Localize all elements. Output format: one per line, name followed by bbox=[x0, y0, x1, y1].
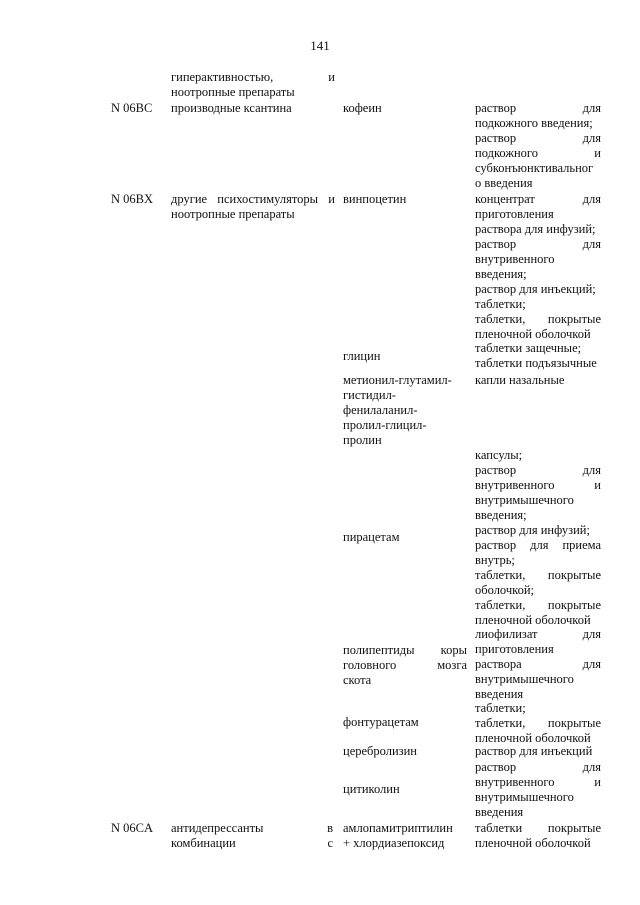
dosage-forms: раствор для подкожного введения; раствор для подкожного и субконъюнктивальног о введения bbox=[475, 101, 601, 190]
atc-code: N 06BC bbox=[111, 101, 153, 115]
drug-name: глицин bbox=[343, 349, 381, 363]
dosage-forms: таблетки защечные; таблетки подъязычные bbox=[475, 341, 597, 370]
atc-code: N 06BX bbox=[111, 192, 154, 206]
page-number: 141 bbox=[310, 38, 330, 53]
drug-name: цитиколин bbox=[343, 782, 400, 796]
drug-name: кофеин bbox=[343, 101, 382, 115]
drug-name: церебролизин bbox=[343, 744, 417, 758]
group-name: антидепрессанты в комбинации с bbox=[171, 821, 333, 850]
group-continuation: гиперактивностью, и ноотропные препараты bbox=[171, 70, 335, 99]
atc-code: N 06CA bbox=[111, 821, 154, 835]
drug-name: амлопамитриптилин + хлордиазепоксид bbox=[343, 821, 453, 850]
dosage-forms: капсулы; раствор для внутривенного и внутримышечного введения; раствор для инфузий; раствор для приема внутрь; таблетки, покрытые оболочкой; таблетки, покрытые пленочной оболочкой bbox=[475, 448, 601, 627]
drug-name: метионил-глутамил- гистидил- фенилаланил- пролил-глицил- пролин bbox=[343, 373, 452, 447]
group-name: другие психостимуляторы и ноотропные препараты bbox=[171, 192, 335, 221]
dosage-forms: таблетки; таблетки, покрытые пленочной оболочкой bbox=[475, 701, 601, 745]
dosage-forms: капли назальные bbox=[475, 373, 565, 387]
group-name: производные ксантина bbox=[171, 101, 292, 115]
drug-name: пирацетам bbox=[343, 530, 400, 544]
dosage-forms: раствор для внутривенного и внутримышечного введения bbox=[475, 760, 601, 819]
drug-name: винпоцетин bbox=[343, 192, 407, 206]
dosage-forms: концентрат для приготовления раствора для инфузий; раствор для внутривенного введения; раствор для инъекций; таблетки; таблетки, покрытые пленочной оболочкой bbox=[475, 192, 601, 341]
dosage-forms: таблетки покрытые пленочной оболочкой bbox=[475, 821, 601, 850]
dosage-forms: раствор для инъекций bbox=[475, 744, 593, 758]
drug-name: фонтурацетам bbox=[343, 715, 419, 729]
dosage-forms: лиофилизат для приготовления раствора для внутримышечного введения bbox=[475, 627, 601, 701]
drug-name: полипептиды коры головного мозга скота bbox=[343, 643, 467, 687]
